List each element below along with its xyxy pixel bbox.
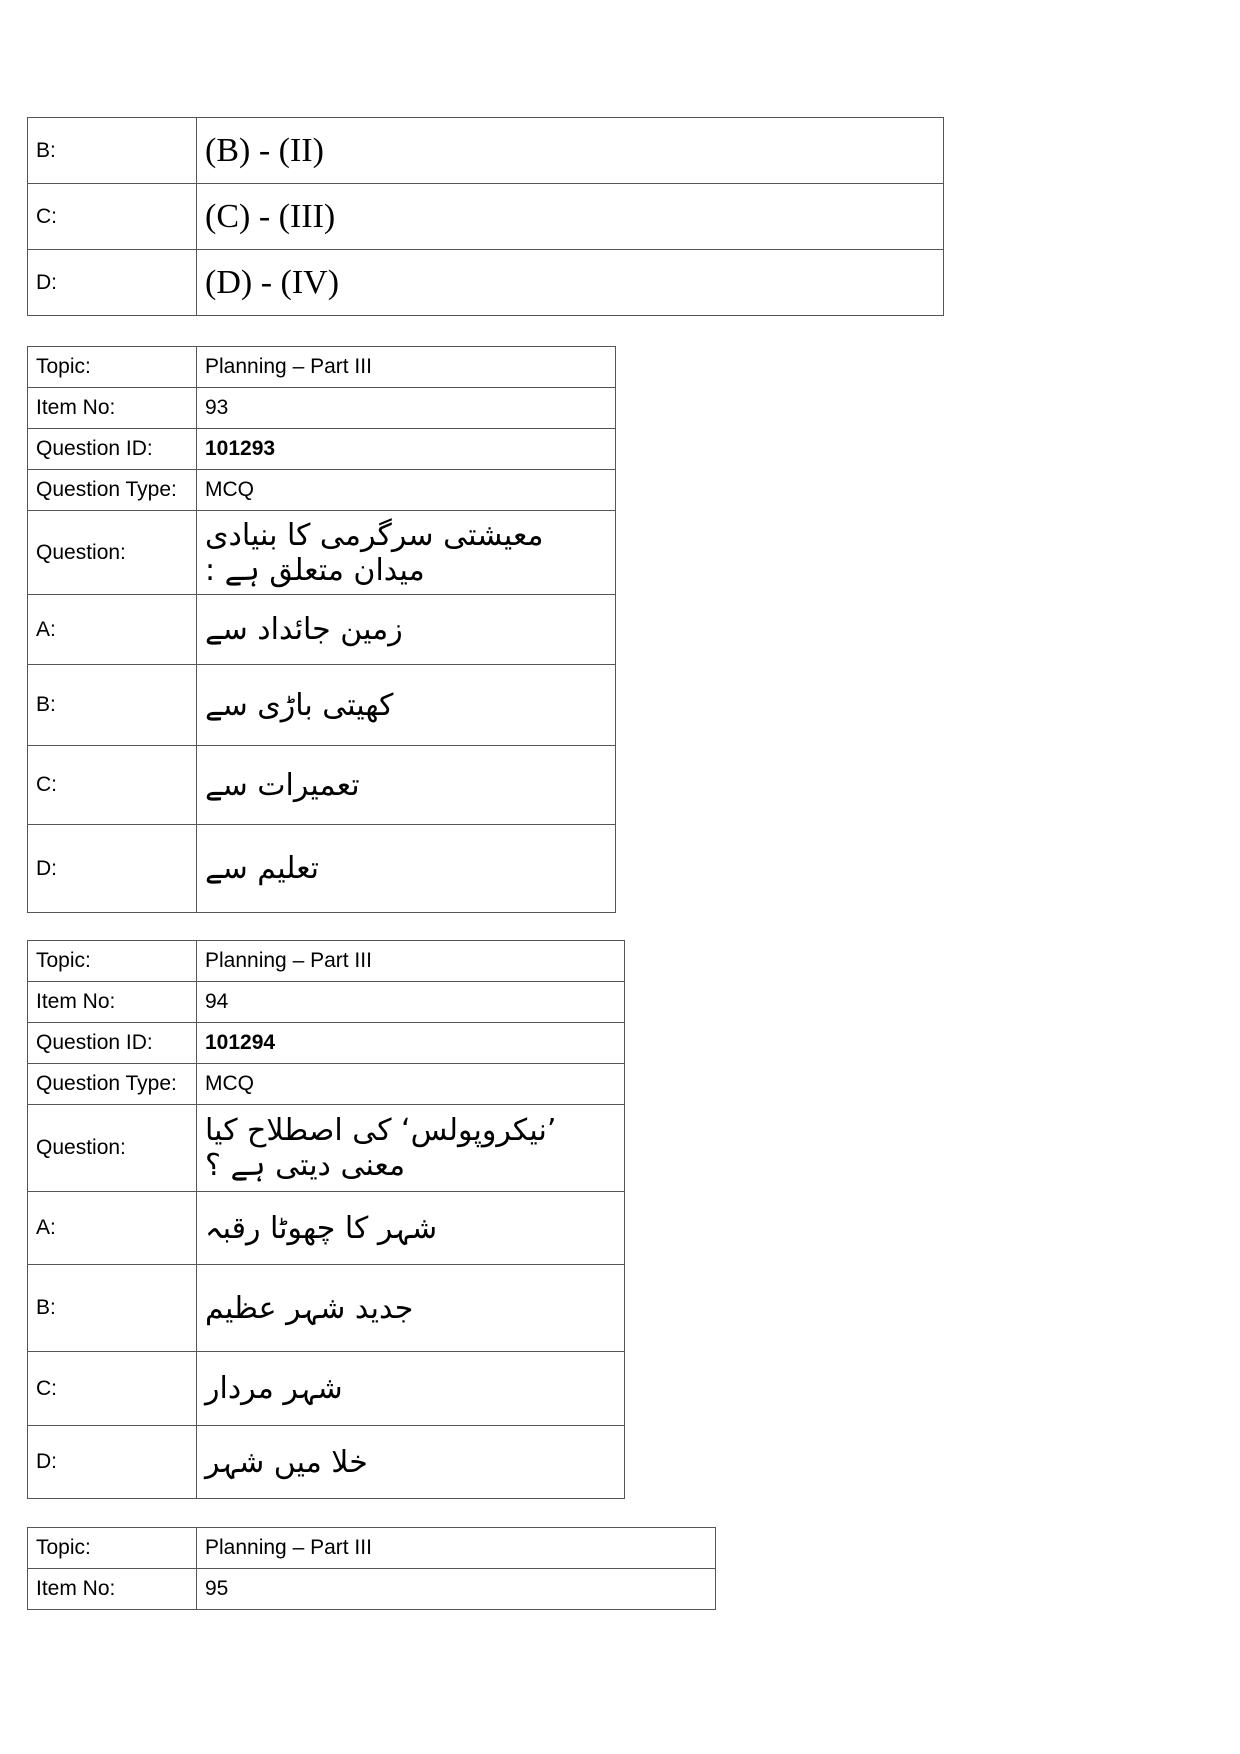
option-row-a xyxy=(28,595,616,665)
item-row xyxy=(28,388,616,429)
question-type-value: MCQ xyxy=(197,470,616,511)
option-label: D: xyxy=(28,250,197,316)
option-row-c xyxy=(28,184,944,250)
option-value: (C) - (III) xyxy=(197,184,944,250)
option-label: B: xyxy=(28,665,197,746)
topic-label: Topic: xyxy=(28,941,197,982)
topic-row xyxy=(28,347,616,388)
option-label: B: xyxy=(28,1265,197,1352)
option-row-b xyxy=(28,118,944,184)
question-type-row xyxy=(28,470,616,511)
option-row-a xyxy=(28,1192,625,1265)
option-row-d xyxy=(28,825,616,913)
option-text: جدید شہر عظیم xyxy=(197,1265,625,1352)
question-label: Question: xyxy=(28,1105,197,1192)
item-label: Item No: xyxy=(28,1569,197,1610)
question-id-row xyxy=(28,429,616,470)
item-label: Item No: xyxy=(28,388,197,429)
option-text: تعلیم سے xyxy=(197,825,616,913)
option-value: (B) - (II) xyxy=(197,118,944,184)
option-row-b xyxy=(28,1265,625,1352)
option-label: A: xyxy=(28,1192,197,1265)
option-value: (D) - (IV) xyxy=(197,250,944,316)
question-row xyxy=(28,1105,625,1192)
topic-value: Planning – Part III xyxy=(197,941,625,982)
question-text: معیشتی سرگرمی کا بنیادی میدان متعلق ہے : xyxy=(197,511,616,595)
option-label: D: xyxy=(28,825,197,913)
item-value: 94 xyxy=(197,982,625,1023)
question-table-94 xyxy=(27,940,625,1499)
option-text: کھیتی باڑی سے xyxy=(197,665,616,746)
question-type-row xyxy=(28,1064,625,1105)
item-row xyxy=(28,1569,716,1610)
option-label: C: xyxy=(28,184,197,250)
option-row-c xyxy=(28,746,616,825)
topic-label: Topic: xyxy=(28,347,197,388)
option-row-b xyxy=(28,665,616,746)
option-row-c xyxy=(28,1352,625,1426)
topic-row xyxy=(28,1528,716,1569)
partial-options-table xyxy=(27,117,944,316)
item-value: 93 xyxy=(197,388,616,429)
option-label: D: xyxy=(28,1426,197,1499)
topic-value: Planning – Part III xyxy=(197,347,616,388)
option-text: خلا میں شہر xyxy=(197,1426,625,1499)
option-label: C: xyxy=(28,746,197,825)
option-text: زمین جائداد سے xyxy=(197,595,616,665)
topic-label: Topic: xyxy=(28,1528,197,1569)
option-text: شہر مردار xyxy=(197,1352,625,1426)
question-text: ’نیکروپولس‘ کی اصطلاح کیا معنی دیتی ہے ؟ xyxy=(197,1105,625,1192)
option-label: C: xyxy=(28,1352,197,1426)
question-label: Question: xyxy=(28,511,197,595)
question-row xyxy=(28,511,616,595)
question-id-label: Question ID: xyxy=(28,429,197,470)
option-text: تعمیرات سے xyxy=(197,746,616,825)
question-table-93 xyxy=(27,346,616,913)
option-row-d xyxy=(28,250,944,316)
item-value: 95 xyxy=(197,1569,716,1610)
question-table-95 xyxy=(27,1527,716,1610)
question-type-label: Question Type: xyxy=(28,1064,197,1105)
option-label: B: xyxy=(28,118,197,184)
question-id-value: 101293 xyxy=(197,429,616,470)
item-row xyxy=(28,982,625,1023)
question-type-value: MCQ xyxy=(197,1064,625,1105)
topic-row xyxy=(28,941,625,982)
item-label: Item No: xyxy=(28,982,197,1023)
option-text: شہر کا چھوٹا رقبہ xyxy=(197,1192,625,1265)
option-row-d xyxy=(28,1426,625,1499)
option-label: A: xyxy=(28,595,197,665)
question-id-label: Question ID: xyxy=(28,1023,197,1064)
topic-value: Planning – Part III xyxy=(197,1528,716,1569)
question-id-value: 101294 xyxy=(197,1023,625,1064)
question-type-label: Question Type: xyxy=(28,470,197,511)
question-id-row xyxy=(28,1023,625,1064)
